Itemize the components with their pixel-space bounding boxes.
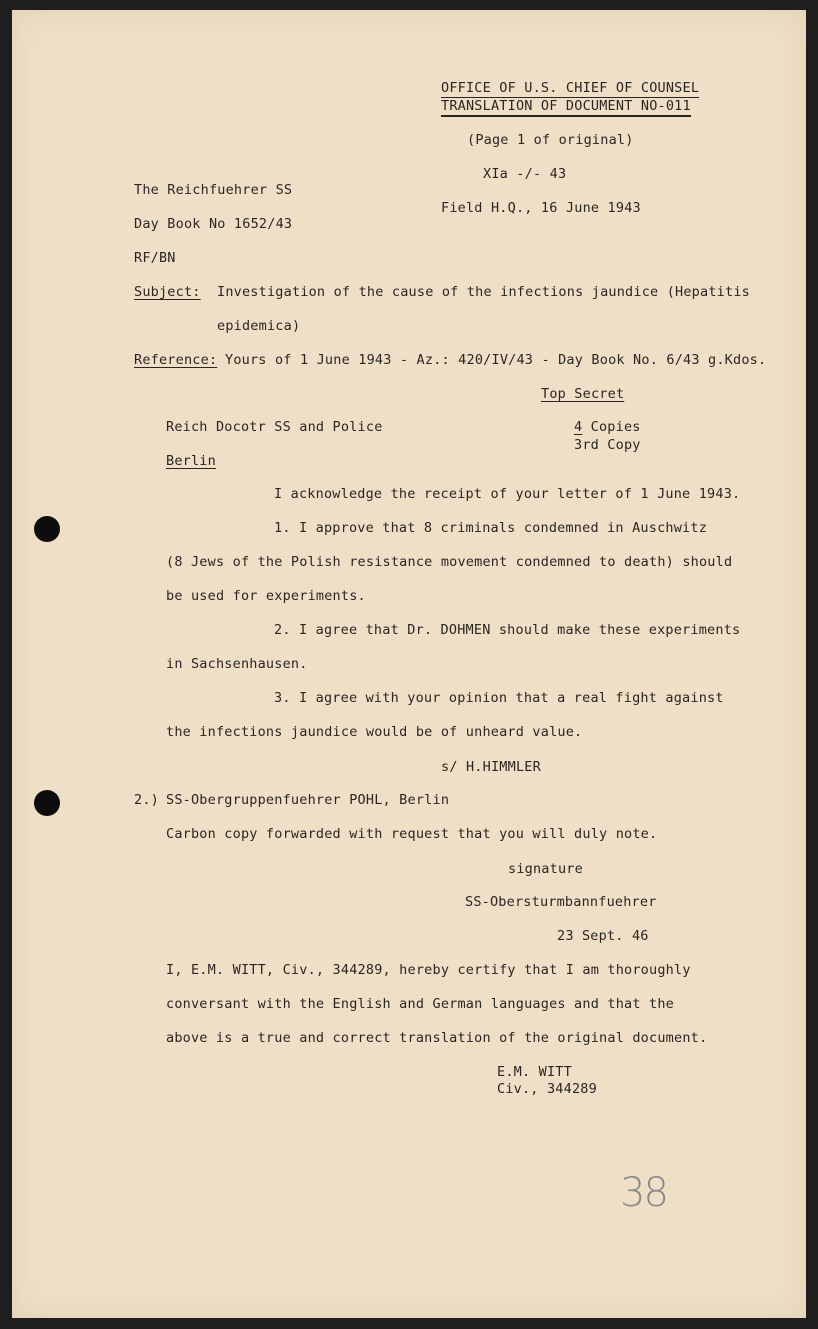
- body-p1a: 1. I approve that 8 criminals condemned in Auschwitz: [274, 520, 708, 536]
- subject-label: Subject:: [134, 284, 201, 300]
- place-date: Field H.Q., 16 June 1943: [441, 200, 641, 216]
- header-office: OFFICE OF U.S. CHIEF OF COUNSEL: [441, 80, 700, 96]
- cert-line1: I, E.M. WITT, Civ., 344289, hereby certify that I am thoroughly: [166, 962, 691, 978]
- header-translation: TRANSLATION OF DOCUMENT NO-011: [441, 98, 691, 117]
- cert-line3: above is a true and correct translation of the original document.: [166, 1030, 708, 1046]
- cert-name: E.M. WITT: [497, 1064, 572, 1080]
- reference-label: Reference:: [134, 352, 218, 368]
- cc-signature: signature: [508, 861, 583, 877]
- body-p1b: (8 Jews of the Polish resistance movement condemned to death) should: [166, 554, 733, 570]
- sender-line3: RF/BN: [134, 250, 176, 266]
- sender-line1: The Reichfuehrer SS: [134, 182, 293, 198]
- top-secret: Top Secret: [541, 386, 625, 402]
- body-p3a: 3. I agree with your opinion that a real fight against: [274, 690, 724, 706]
- copies-word: Copies: [582, 419, 641, 435]
- punch-hole-lower: [34, 790, 60, 816]
- body-p2b: in Sachsenhausen.: [166, 656, 308, 672]
- reference-text: Yours of 1 June 1943 - Az.: 420/IV/43 - Day Book No. 6/43 g.Kdos.: [225, 352, 767, 368]
- copies-number: 4: [574, 419, 583, 435]
- addressee-line1: Reich Docotr SS and Police: [166, 419, 383, 435]
- cc-date: 23 Sept. 46: [557, 928, 649, 944]
- body-p1c: be used for experiments.: [166, 588, 366, 604]
- subject-text1: Investigation of the cause of the infections jaundice (Hepatitis: [217, 284, 750, 300]
- cc-recipient: SS-Obergruppenfuehrer POHL, Berlin: [166, 792, 450, 808]
- file-reference: XIa -/- 43: [483, 166, 567, 182]
- page-number: 38: [620, 1170, 667, 1216]
- cc-rank: SS-Obersturmbannfuehrer: [465, 894, 657, 910]
- body-p3b: the infections jaundice would be of unheard value.: [166, 724, 583, 740]
- cc-note: Carbon copy forwarded with request that you will duly note.: [166, 826, 658, 842]
- punch-hole-upper: [34, 516, 60, 542]
- cc-number: 2.): [134, 792, 159, 808]
- document-page: [12, 10, 806, 1318]
- subject-text2: epidemica): [217, 318, 301, 334]
- body-p2a: 2. I agree that Dr. DOHMEN should make these experiments: [274, 622, 741, 638]
- addressee-line2: Berlin: [166, 453, 216, 469]
- copy-number: 3rd Copy: [574, 437, 641, 453]
- cert-civ: Civ., 344289: [497, 1081, 597, 1097]
- page-of-original: (Page 1 of original): [467, 132, 634, 148]
- sender-line2: Day Book No 1652/43: [134, 216, 293, 232]
- body-acknowledge: I acknowledge the receipt of your letter of 1 June 1943.: [274, 486, 741, 502]
- cert-line2: conversant with the English and German languages and that the: [166, 996, 674, 1012]
- copies: [574, 419, 641, 435]
- signature-himmler: s/ H.HIMMLER: [441, 759, 541, 775]
